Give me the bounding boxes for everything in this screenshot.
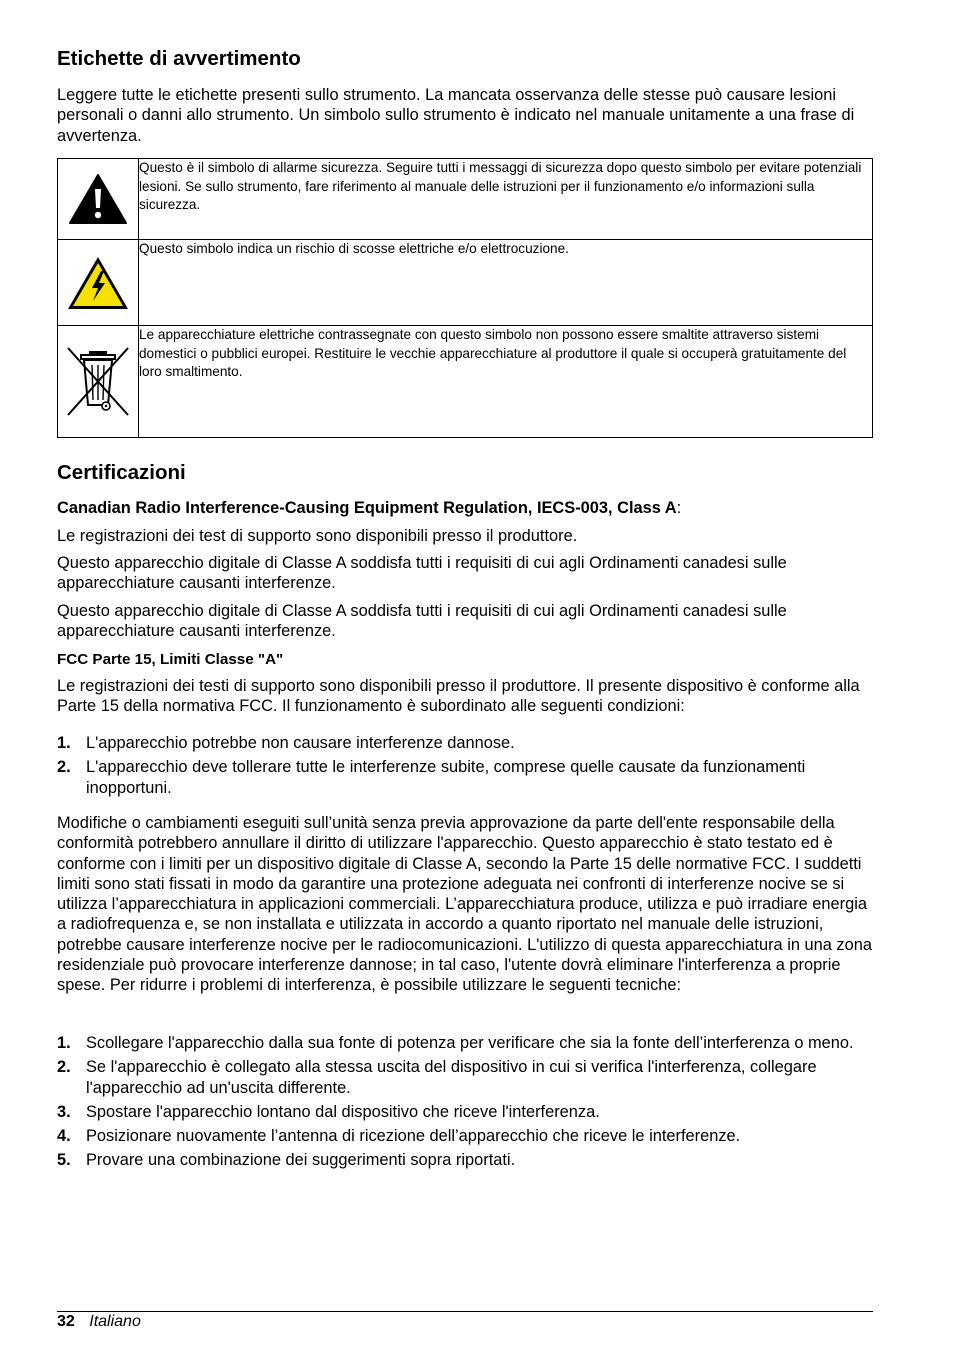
table-row [58,326,873,438]
list-item: 4. Posizionare nuovamente l’antenna di ricezione dell’apparecchio che riceve le interferenze. [57,1127,741,1146]
list-item: 5. Provare una combinazione dei suggerimenti sopra riportati. [57,1151,516,1170]
warning-triangle-icon [68,173,128,225]
list-item: 1. Scollegare l'apparecchio dalla sua fonte di potenza per verificare che sia la fonte dell’interferenza o meno. [57,1034,854,1052]
section-title-warning-labels: Etichette di avvertimento [57,47,301,70]
list-item: 1. L'apparecchio potrebbe non causare interferenze dannose. [57,734,515,752]
list-item: 2. L'apparecchio deve tollerare tutte le interferenze subite, comprese quelle causate da funzionamenti inopportuni. [57,758,806,797]
weee-crossed-bin-icon [65,345,131,419]
page-footer [57,1312,141,1332]
footer-language: Italiano [89,1313,141,1330]
section-title-certifications: Certificazioni [57,461,186,484]
canadian-regulation-title: Canadian Radio Interference-Causing Equipment Regulation, IECS-003, Class A [57,499,677,517]
fcc-paragraph-1: Le registrazioni dei testi di supporto sono disponibili presso il produttore. Il presente dispositivo è conforme alla Parte 15 della normativa FCC. Il funzionamento è subordinato alle seguenti condizioni: [57,677,860,716]
interference-techniques-list [57,1033,873,1171]
electric-shock-icon [66,255,130,311]
warning-text-weee-disposal: Le apparecchiature elettriche contrassegnate con questo simbolo non possono essere smaltite attraverso sistemi domestici o pubblici europei. Restituire le vecchie apparecchiature al produttore il quale si occuperà gratuitamente del loro smaltimento. [139,326,873,438]
warning-labels-intro: Leggere tutte le etichette presenti sullo strumento. La mancata osservanza delle stesse può causare lesioni personali o danni allo strumento. Un simbolo sullo strumento è indicato nel manuale unitamente a una frase di avvertenza. [57,86,855,145]
fcc-heading: FCC Parte 15, Limiti Classe "A" [57,651,284,668]
canadian-paragraph-1: Le registrazioni dei test di supporto sono disponibili presso il produttore. [57,527,578,545]
canadian-regulation-heading [57,498,873,518]
page-number: 32 [57,1313,75,1330]
fcc-paragraph-2: Modifiche o cambiamenti eseguiti sull’unità senza previa approvazione da parte dell'ente responsabile della conformità potrebbero annullare il diritto di utilizzare l'apparecchio. Questo apparecchio è stato testato ed è conforme con i limiti per un dispositivo digitale di Classe A, secondo la Parte 15 delle normative FCC. I suddetti limiti sono stati fissati in modo da garantire una protezione adeguata nei confronti di interferenze nocive se si utilizza l’apparecchiatura in applicazioni commerciali. L’apparecchiatura produce, utilizza e può irradiare energia a radiofrequenza e, se non installata e utilizzata in accordo a quanto riportato nel manuale delle istruzioni, potrebbe causare interferenze nocive per le radiocomunicazioni. L'utilizzo di questa apparecchiatura in una zona residenziale può provocare interferenze dannose; in tal caso, l'utente dovrà eliminare l'interferenza a proprie spese. Per ridurre i problemi di interferenza, è possibile utilizzare le seguenti tecniche: [57,814,872,995]
canadian-paragraph-3: Questo apparecchio digitale di Classe A soddisfa tutti i requisiti di cui agli Ordinamenti canadesi sulle apparecchiature causanti interferenze. [57,602,787,641]
warning-labels-table [57,158,873,438]
list-item: 3. Spostare l'apparecchio lontano dal dispositivo che riceve l'interferenza. [57,1102,600,1121]
table-row [58,240,873,326]
table-row [58,159,873,240]
warning-text-electric-shock: Questo simbolo indica un rischio di scosse elettriche e/o elettrocuzione. [139,240,873,326]
list-item: 2. Se l'apparecchio è collegato alla stessa uscita del dispositivo in cui si verifica l'interferenza, collegare l'apparecchio ad un'uscita differente. [57,1058,817,1097]
footer-divider [57,1311,873,1312]
canadian-regulation-colon: : [676,499,682,517]
fcc-conditions-list [57,733,873,798]
canadian-paragraph-2: Questo apparecchio digitale di Classe A soddisfa tutti i requisiti di cui agli Ordinamenti canadesi sulle apparecchiature causanti interferenze. [57,554,787,593]
warning-text-safety-alert: Questo è il simbolo di allarme sicurezza. Seguire tutti i messaggi di sicurezza dopo questo simbolo per evitare potenziali lesioni. Se sullo strumento, fare riferimento al manuale delle istruzioni per il funzionamento e/o informazioni sulla sicurezza. [139,159,873,240]
